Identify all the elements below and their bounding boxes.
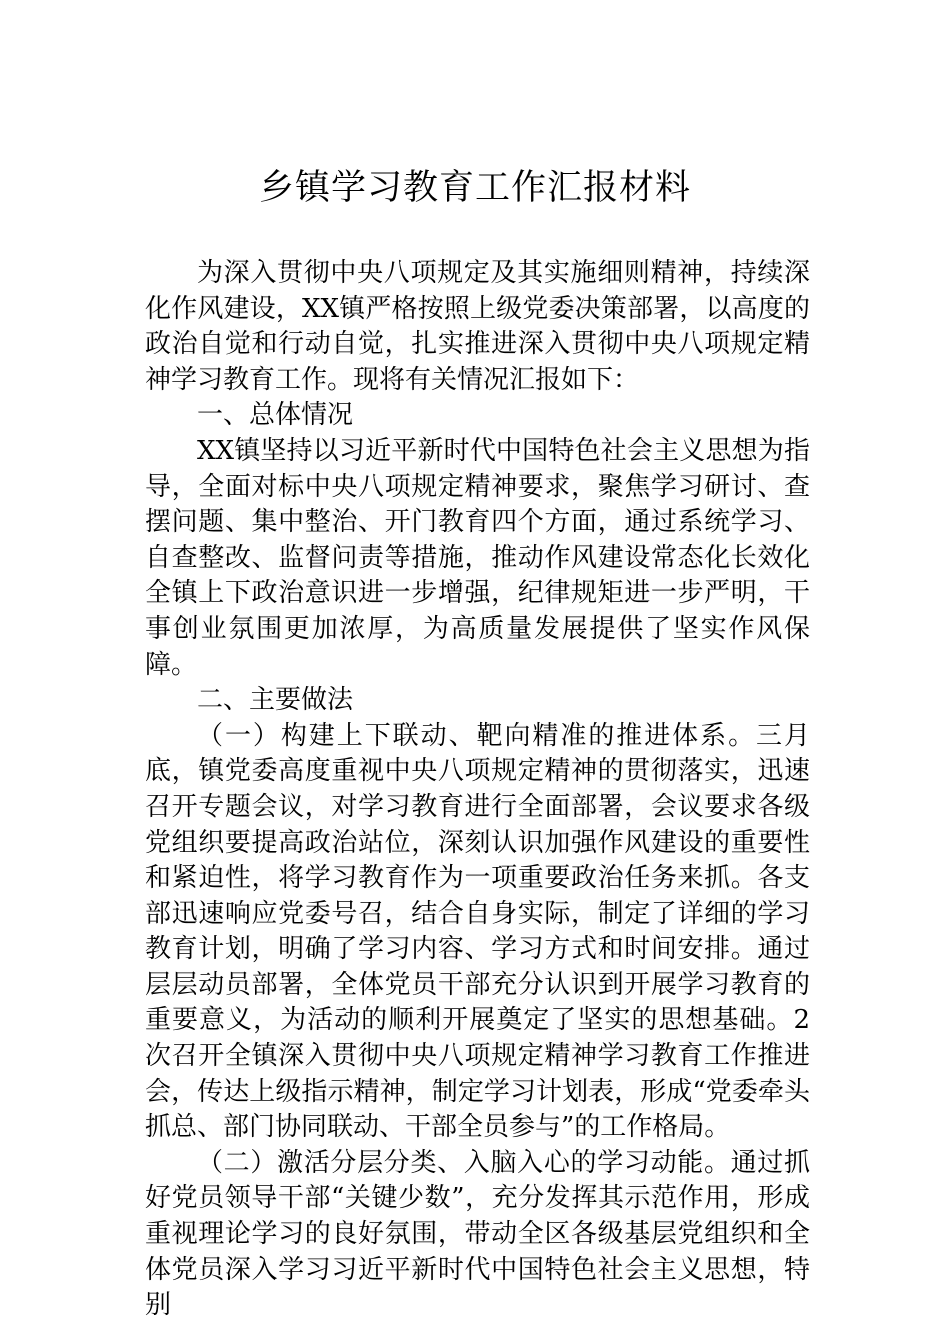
document-title: 乡镇学习教育工作汇报材料 [258, 168, 691, 208]
paragraph-measure-2: （二）激活分层分类、入脑入心的学习动能。通过抓好党员领导干部“关键少数”，充分发挥其示范作用，形成重视理论学习的良好氛围，带动全区各级基层党组织和全体党员深入学习习近平新时代中国特色社会主义思想，特别 [145, 1147, 810, 1321]
section-heading-overview: 一、总体情况 [197, 400, 354, 431]
document-body [145, 256, 810, 1324]
paragraph-overview: XX镇坚持以习近平新时代中国特色社会主义思想为指导，全面对标中央八项规定精神要求，聚焦学习研讨、查摆问题、集中整治、开门教育四个方面，通过系统学习、自查整改、监督问责等措施，推动作风建设常态化长效化全镇上下政治意识进一步增强，纪律规矩进一步严明，干事创业氛围更加浓厚，为高质量发展提供了坚实作风保障。 [145, 435, 810, 680]
paragraph-intro: 为深入贯彻中央八项规定及其实施细则精神，持续深化作风建设，XX镇严格按照上级党委决策部署，以高度的政治自觉和行动自觉，扎实推进深入贯彻中央八项规定精神学习教育工作。现将有关情况汇报如下： [145, 258, 810, 395]
paragraph-measure-1: （一）构建上下联动、靶向精准的推进体系。三月底，镇党委高度重视中央八项规定精神的贯彻落实，迅速召开专题会议，对学习教育进行全面部署，会议要求各级党组织要提高政治站位，深刻认识加强作风建设的重要性和紧迫性，将学习教育作为一项重要政治任务来抓。各支部迅速响应党委号召，结合自身实际，制定了详细的学习教育计划，明确了学习内容、学习方式和时间安排。通过层层动员部署，全体党员干部充分认识到开展学习教育的重要意义，为活动的顺利开展奠定了坚实的思想基础。2次召开全镇深入贯彻中央八项规定精神学习教育工作推进会，传达上级指示精神，制定学习计划表，形成“党委牵头抓总、部门协同联动、干部全员参与”的工作格局。 [145, 720, 810, 1143]
section-heading-measures: 二、主要做法 [197, 685, 354, 716]
